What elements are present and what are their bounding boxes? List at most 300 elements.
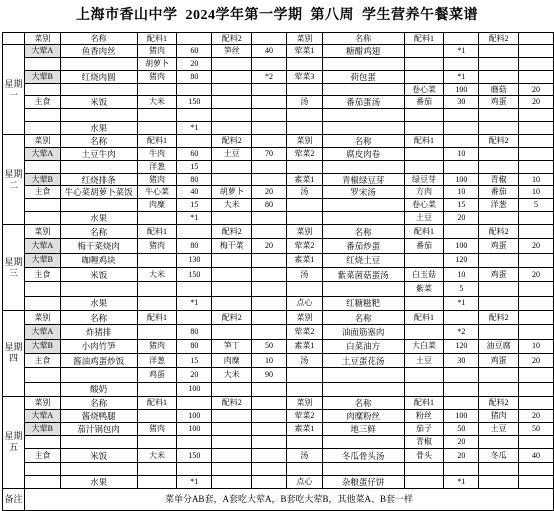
ingredient-1-qty: 100 bbox=[444, 173, 479, 186]
ingredient-2-qty: 10 bbox=[252, 353, 287, 367]
menu-row bbox=[3, 268, 554, 282]
ingredient-2 bbox=[212, 83, 252, 96]
menu-row bbox=[3, 475, 554, 488]
ingredient-2 bbox=[212, 436, 252, 449]
dish-name bbox=[322, 212, 404, 225]
header-cell: 配料1 bbox=[404, 33, 444, 45]
ingredient-1-qty bbox=[444, 368, 479, 382]
ingredient-1: 猪肉 bbox=[137, 70, 177, 83]
ingredient-1-qty: 10 bbox=[444, 186, 479, 199]
course-category bbox=[24, 122, 60, 135]
ingredient-2-qty bbox=[519, 109, 554, 122]
ingredient-1 bbox=[404, 475, 444, 488]
course-category: 菜别 bbox=[24, 311, 60, 325]
course-category: 主食 bbox=[24, 268, 60, 282]
course-category: 荤菜2 bbox=[286, 325, 322, 339]
ingredient-2 bbox=[212, 173, 252, 186]
course-category: 菜别 bbox=[286, 225, 322, 239]
menu-row bbox=[3, 396, 554, 409]
ingredient-1 bbox=[137, 212, 177, 225]
ingredient-1-qty: 150 bbox=[177, 96, 212, 109]
ingredient-2-qty bbox=[519, 135, 554, 148]
ingredient-2-qty: 10 bbox=[519, 186, 554, 199]
ingredient-2-qty bbox=[252, 268, 287, 282]
ingredient-1: 粉丝 bbox=[404, 410, 444, 423]
day-label: 星期四 bbox=[3, 311, 25, 397]
ingredient-1 bbox=[404, 147, 444, 160]
ingredient-1-qty: 100 bbox=[444, 239, 479, 253]
dish-name: 红糖糍粑 bbox=[322, 296, 404, 310]
course-category: 菜别 bbox=[286, 311, 322, 325]
course-category: 主食 bbox=[24, 96, 60, 109]
ingredient-1: 洋葱 bbox=[137, 160, 177, 173]
ingredient-1: 猪肉 bbox=[137, 173, 177, 186]
ingredient-1-qty: 80 bbox=[177, 239, 212, 253]
menu-row bbox=[3, 253, 554, 267]
menu-row bbox=[3, 423, 554, 436]
ingredient-2-qty bbox=[252, 225, 287, 239]
ingredient-1-qty: 100 bbox=[444, 83, 479, 96]
dish-name: 酸奶 bbox=[60, 382, 137, 396]
ingredient-2: 土豆 bbox=[479, 423, 519, 436]
ingredient-2: 配料2 bbox=[212, 311, 252, 325]
course-category: 大荤A bbox=[24, 147, 60, 160]
ingredient-1: 土豆 bbox=[404, 353, 444, 367]
ingredient-2-qty: 20 bbox=[519, 410, 554, 423]
course-category: 菜别 bbox=[24, 225, 60, 239]
dish-name: 牛心菜胡萝卜菜饭 bbox=[60, 186, 137, 199]
ingredient-1-qty: *1 bbox=[444, 475, 479, 488]
dish-name bbox=[322, 83, 404, 96]
dish-name bbox=[322, 462, 404, 475]
ingredient-1-qty: 120 bbox=[444, 339, 479, 353]
ingredient-1-qty: 40 bbox=[177, 186, 212, 199]
dish-name: 炸猪排 bbox=[60, 325, 137, 339]
ingredient-2: 大米 bbox=[212, 368, 252, 382]
ingredient-1: 青椒 bbox=[404, 436, 444, 449]
dish-name: 水果 bbox=[60, 122, 137, 135]
menu-row bbox=[3, 199, 554, 212]
ingredient-1 bbox=[404, 70, 444, 83]
dish-name: 红烧肉圆 bbox=[60, 70, 137, 83]
ingredient-2-qty bbox=[252, 109, 287, 122]
ingredient-2 bbox=[212, 423, 252, 436]
ingredient-1-qty: *1 bbox=[177, 475, 212, 488]
ingredient-1 bbox=[137, 382, 177, 396]
ingredient-2: 配料2 bbox=[479, 396, 519, 409]
ingredient-1-qty bbox=[444, 382, 479, 396]
course-category: 菜别 bbox=[24, 135, 60, 148]
ingredient-2 bbox=[212, 70, 252, 83]
ingredient-2-qty: 50 bbox=[519, 423, 554, 436]
dish-name bbox=[60, 436, 137, 449]
ingredient-1 bbox=[137, 253, 177, 267]
course-category: 素菜1 bbox=[286, 173, 322, 186]
ingredient-1: 配料1 bbox=[404, 135, 444, 148]
day-label: 星期三 bbox=[3, 225, 25, 311]
course-category: 汤 bbox=[286, 449, 322, 462]
dish-name: 土豆牛肉 bbox=[60, 147, 137, 160]
dish-name bbox=[322, 436, 404, 449]
dish-name: 红烧土豆 bbox=[322, 253, 404, 267]
dish-name: 紫菜菌菇蛋汤 bbox=[322, 268, 404, 282]
dish-name bbox=[60, 109, 137, 122]
dish-name bbox=[322, 282, 404, 296]
course-category: 大荤A bbox=[24, 325, 60, 339]
ingredient-1-qty: 80 bbox=[177, 173, 212, 186]
menu-row bbox=[3, 135, 554, 148]
dish-name bbox=[60, 368, 137, 382]
ingredient-1-qty: 30 bbox=[444, 353, 479, 367]
ingredient-2-qty bbox=[252, 83, 287, 96]
course-category: 主食 bbox=[24, 186, 60, 199]
ingredient-1-qty: 60 bbox=[177, 45, 212, 58]
ingredient-1: 骨头 bbox=[404, 449, 444, 462]
ingredient-2-qty bbox=[519, 475, 554, 488]
course-category bbox=[286, 160, 322, 173]
ingredient-1: 番茄 bbox=[404, 239, 444, 253]
course-category bbox=[24, 57, 60, 70]
dish-name bbox=[322, 160, 404, 173]
ingredient-2-qty bbox=[519, 382, 554, 396]
ingredient-1: 土豆 bbox=[404, 212, 444, 225]
ingredient-1-qty: 60 bbox=[177, 147, 212, 160]
ingredient-2: 配料2 bbox=[479, 311, 519, 325]
ingredient-1 bbox=[404, 160, 444, 173]
ingredient-2-qty bbox=[252, 57, 287, 70]
dish-name: 名称 bbox=[60, 396, 137, 409]
course-category bbox=[24, 199, 60, 212]
ingredient-2: 大米 bbox=[212, 199, 252, 212]
menu-row bbox=[3, 311, 554, 325]
dish-name: 油面筋塞肉 bbox=[322, 325, 404, 339]
header-row bbox=[3, 33, 554, 45]
course-category: 大荤A bbox=[24, 410, 60, 423]
ingredient-1: 方肉 bbox=[404, 186, 444, 199]
menu-row bbox=[3, 212, 554, 225]
ingredient-2-qty bbox=[519, 436, 554, 449]
ingredient-2: 配料2 bbox=[479, 225, 519, 239]
course-category bbox=[24, 296, 60, 310]
ingredient-2-qty bbox=[252, 173, 287, 186]
dish-name: 荷包蛋 bbox=[322, 70, 404, 83]
ingredient-2-qty bbox=[519, 325, 554, 339]
course-category: 素菜1 bbox=[286, 423, 322, 436]
ingredient-1: 番茄 bbox=[404, 96, 444, 109]
dish-name: 米饭 bbox=[60, 449, 137, 462]
dish-name: 梅干菜烧肉 bbox=[60, 239, 137, 253]
ingredient-2 bbox=[212, 410, 252, 423]
dish-name bbox=[322, 368, 404, 382]
ingredient-1: 大米 bbox=[137, 96, 177, 109]
ingredient-1: 绿豆芽 bbox=[404, 173, 444, 186]
course-category bbox=[24, 462, 60, 475]
dish-name: 名称 bbox=[322, 225, 404, 239]
ingredient-1 bbox=[404, 325, 444, 339]
menu-row bbox=[3, 325, 554, 339]
ingredient-1-qty: *1 bbox=[177, 212, 212, 225]
ingredient-1 bbox=[137, 475, 177, 488]
course-category bbox=[286, 212, 322, 225]
ingredient-2-qty bbox=[252, 475, 287, 488]
ingredient-1: 猪肉 bbox=[137, 239, 177, 253]
ingredient-2 bbox=[212, 96, 252, 109]
ingredient-1: 大白菜 bbox=[404, 339, 444, 353]
ingredient-1 bbox=[404, 368, 444, 382]
ingredient-1-qty bbox=[177, 462, 212, 475]
ingredient-1 bbox=[137, 282, 177, 296]
dish-name bbox=[322, 57, 404, 70]
course-category bbox=[286, 282, 322, 296]
ingredient-1-qty: 20 bbox=[444, 212, 479, 225]
ingredient-2-qty bbox=[519, 368, 554, 382]
ingredient-1-qty bbox=[177, 436, 212, 449]
dish-name: 白菜油方 bbox=[322, 339, 404, 353]
header-corner bbox=[3, 33, 25, 45]
dish-name: 罗宋汤 bbox=[322, 186, 404, 199]
dish-name: 酱油鸡蛋炒饭 bbox=[60, 353, 137, 367]
course-category bbox=[286, 83, 322, 96]
ingredient-1-qty: 50 bbox=[444, 423, 479, 436]
menu-row bbox=[3, 45, 554, 58]
course-category: 汤 bbox=[286, 186, 322, 199]
course-category: 汤 bbox=[286, 96, 322, 109]
dish-name: 水果 bbox=[60, 296, 137, 310]
ingredient-1: 猪肉 bbox=[137, 339, 177, 353]
ingredient-2 bbox=[479, 160, 519, 173]
header-cell: 配料2 bbox=[212, 33, 252, 45]
header-cell: 菜别 bbox=[24, 33, 60, 45]
course-category: 荤菜2 bbox=[286, 239, 322, 253]
ingredient-1-qty: 80 bbox=[177, 70, 212, 83]
ingredient-2 bbox=[212, 253, 252, 267]
menu-row bbox=[3, 83, 554, 96]
menu-row bbox=[3, 225, 554, 239]
ingredient-2-qty bbox=[519, 160, 554, 173]
ingredient-2: 鸡蛋 bbox=[479, 353, 519, 367]
ingredient-2-qty: 20 bbox=[519, 83, 554, 96]
ingredient-1-qty: *1 bbox=[177, 296, 212, 310]
ingredient-1-qty: 130 bbox=[177, 253, 212, 267]
ingredient-2 bbox=[212, 268, 252, 282]
ingredient-1-qty: 5 bbox=[444, 282, 479, 296]
ingredient-1-qty: 20 bbox=[177, 368, 212, 382]
ingredient-2-qty bbox=[519, 147, 554, 160]
ingredient-2-qty: 10 bbox=[519, 173, 554, 186]
header-cell bbox=[444, 33, 479, 45]
menu-row bbox=[3, 147, 554, 160]
ingredient-1: 配料1 bbox=[404, 225, 444, 239]
ingredient-2 bbox=[479, 382, 519, 396]
dish-name: 名称 bbox=[60, 135, 137, 148]
ingredient-1 bbox=[137, 83, 177, 96]
course-category bbox=[24, 83, 60, 96]
ingredient-2-qty: 40 bbox=[519, 449, 554, 462]
ingredient-1 bbox=[404, 45, 444, 58]
ingredient-2-qty: 90 bbox=[252, 368, 287, 382]
ingredient-1-qty: 120 bbox=[444, 253, 479, 267]
ingredient-1-qty bbox=[444, 122, 479, 135]
course-category bbox=[286, 436, 322, 449]
course-category bbox=[286, 462, 322, 475]
dish-name bbox=[60, 57, 137, 70]
course-category: 主食 bbox=[24, 353, 60, 367]
ingredient-2 bbox=[479, 70, 519, 83]
ingredient-2-qty: 10 bbox=[519, 339, 554, 353]
ingredient-1-qty: *2 bbox=[444, 325, 479, 339]
ingredient-2 bbox=[479, 282, 519, 296]
ingredient-2-qty bbox=[519, 396, 554, 409]
menu-table bbox=[2, 32, 554, 511]
ingredient-1-qty: *1 bbox=[444, 296, 479, 310]
course-category: 大荤B bbox=[24, 339, 60, 353]
course-category: 荤菜3 bbox=[286, 70, 322, 83]
ingredient-1-qty bbox=[444, 396, 479, 409]
dish-name: 番茄蛋汤 bbox=[322, 96, 404, 109]
ingredient-1: 卷心菜 bbox=[404, 199, 444, 212]
ingredient-2 bbox=[479, 436, 519, 449]
course-category bbox=[286, 368, 322, 382]
ingredient-1-qty: 15 bbox=[444, 199, 479, 212]
ingredient-1: 牛心菜 bbox=[137, 186, 177, 199]
ingredient-2-qty bbox=[252, 296, 287, 310]
ingredient-2: 洋葱 bbox=[479, 199, 519, 212]
menu-row bbox=[3, 173, 554, 186]
ingredient-1: 白玉菇 bbox=[404, 268, 444, 282]
course-category: 主食 bbox=[24, 449, 60, 462]
ingredient-1: 卷心菜 bbox=[404, 83, 444, 96]
ingredient-1 bbox=[137, 462, 177, 475]
ingredient-1: 紫菜 bbox=[404, 282, 444, 296]
course-category bbox=[24, 475, 60, 488]
dish-name: 酱烧鸭腿 bbox=[60, 410, 137, 423]
ingredient-1: 胡萝卜 bbox=[137, 57, 177, 70]
ingredient-1-qty bbox=[444, 135, 479, 148]
ingredient-1: 配料1 bbox=[404, 311, 444, 325]
ingredient-2-qty bbox=[519, 462, 554, 475]
ingredient-1-qty: 15 bbox=[177, 160, 212, 173]
ingredient-2-qty bbox=[519, 296, 554, 310]
ingredient-2-qty bbox=[519, 282, 554, 296]
ingredient-2: 笋丝 bbox=[212, 45, 252, 58]
ingredient-2-qty bbox=[252, 423, 287, 436]
header-cell: 菜别 bbox=[286, 33, 322, 45]
ingredient-1-qty: 80 bbox=[177, 339, 212, 353]
dish-name bbox=[322, 122, 404, 135]
dish-name: 水果 bbox=[60, 212, 137, 225]
ingredient-1: 配料1 bbox=[137, 311, 177, 325]
ingredient-2 bbox=[212, 475, 252, 488]
ingredient-2 bbox=[479, 462, 519, 475]
dish-name bbox=[60, 462, 137, 475]
course-category: 菜别 bbox=[286, 135, 322, 148]
menu-row bbox=[3, 122, 554, 135]
course-category bbox=[286, 382, 322, 396]
dish-name bbox=[322, 382, 404, 396]
ingredient-1-qty: *1 bbox=[444, 45, 479, 58]
dish-name: 名称 bbox=[322, 396, 404, 409]
ingredient-2: 胡萝卜 bbox=[212, 186, 252, 199]
ingredient-1-qty: 150 bbox=[177, 449, 212, 462]
ingredient-1-qty: 80 bbox=[177, 325, 212, 339]
course-category bbox=[24, 109, 60, 122]
dish-name: 青椒绿豆芽 bbox=[322, 173, 404, 186]
ingredient-2: 笋丁 bbox=[212, 339, 252, 353]
ingredient-2 bbox=[212, 325, 252, 339]
header-cell bbox=[177, 33, 212, 45]
ingredient-2-qty: 20 bbox=[519, 239, 554, 253]
ingredient-2 bbox=[479, 109, 519, 122]
course-category: 点心 bbox=[286, 475, 322, 488]
dish-name: 红烧排条 bbox=[60, 173, 137, 186]
ingredient-1 bbox=[404, 57, 444, 70]
header-cell: 名称 bbox=[322, 33, 404, 45]
ingredient-2: 青椒 bbox=[479, 173, 519, 186]
dish-name: 名称 bbox=[60, 311, 137, 325]
menu-row bbox=[3, 462, 554, 475]
ingredient-2-qty bbox=[519, 70, 554, 83]
ingredient-2-qty: 20 bbox=[519, 353, 554, 367]
ingredient-1: 茄子 bbox=[404, 423, 444, 436]
ingredient-2: 配料2 bbox=[479, 135, 519, 148]
dish-name: 糖醋鸡翅 bbox=[322, 45, 404, 58]
ingredient-1: 大米 bbox=[137, 268, 177, 282]
dish-name bbox=[60, 83, 137, 96]
ingredient-2 bbox=[479, 368, 519, 382]
menu-row bbox=[3, 353, 554, 367]
ingredient-2-qty: 40 bbox=[252, 45, 287, 58]
ingredient-2: 配料2 bbox=[212, 396, 252, 409]
course-category bbox=[286, 109, 322, 122]
ingredient-1-qty bbox=[177, 109, 212, 122]
menu-row bbox=[3, 339, 554, 353]
course-category: 荤菜2 bbox=[286, 147, 322, 160]
course-category: 素菜1 bbox=[286, 339, 322, 353]
day-label: 星期二 bbox=[3, 135, 25, 225]
ingredient-2-qty bbox=[519, 122, 554, 135]
ingredient-2-qty: 5 bbox=[519, 199, 554, 212]
ingredient-2: 番茄 bbox=[479, 186, 519, 199]
ingredient-1-qty: 10 bbox=[444, 268, 479, 282]
ingredient-1: 配料1 bbox=[137, 135, 177, 148]
ingredient-2 bbox=[479, 325, 519, 339]
ingredient-1-qty bbox=[177, 135, 212, 148]
ingredient-2-qty bbox=[252, 449, 287, 462]
dish-name: 腐皮肉卷 bbox=[322, 147, 404, 160]
ingredient-2-qty bbox=[252, 212, 287, 225]
course-category: 大荤B bbox=[24, 173, 60, 186]
course-category: 素菜1 bbox=[286, 253, 322, 267]
dish-name: 茄汁锅包肉 bbox=[60, 423, 137, 436]
course-category bbox=[24, 382, 60, 396]
ingredient-2-qty bbox=[252, 135, 287, 148]
ingredient-1-qty bbox=[444, 462, 479, 475]
ingredient-1-qty: 10 bbox=[444, 147, 479, 160]
course-category: 点心 bbox=[286, 296, 322, 310]
ingredient-1-qty: 20 bbox=[444, 436, 479, 449]
dish-name bbox=[322, 109, 404, 122]
ingredient-2: 鸡蛋 bbox=[479, 96, 519, 109]
ingredient-1-qty bbox=[444, 109, 479, 122]
ingredient-1 bbox=[137, 325, 177, 339]
ingredient-2: 猪肉 bbox=[479, 410, 519, 423]
ingredient-2-qty bbox=[252, 311, 287, 325]
dish-name bbox=[60, 199, 137, 212]
ingredient-2: 土豆 bbox=[212, 147, 252, 160]
dish-name: 米饭 bbox=[60, 268, 137, 282]
menu-row bbox=[3, 410, 554, 423]
menu-row bbox=[3, 96, 554, 109]
